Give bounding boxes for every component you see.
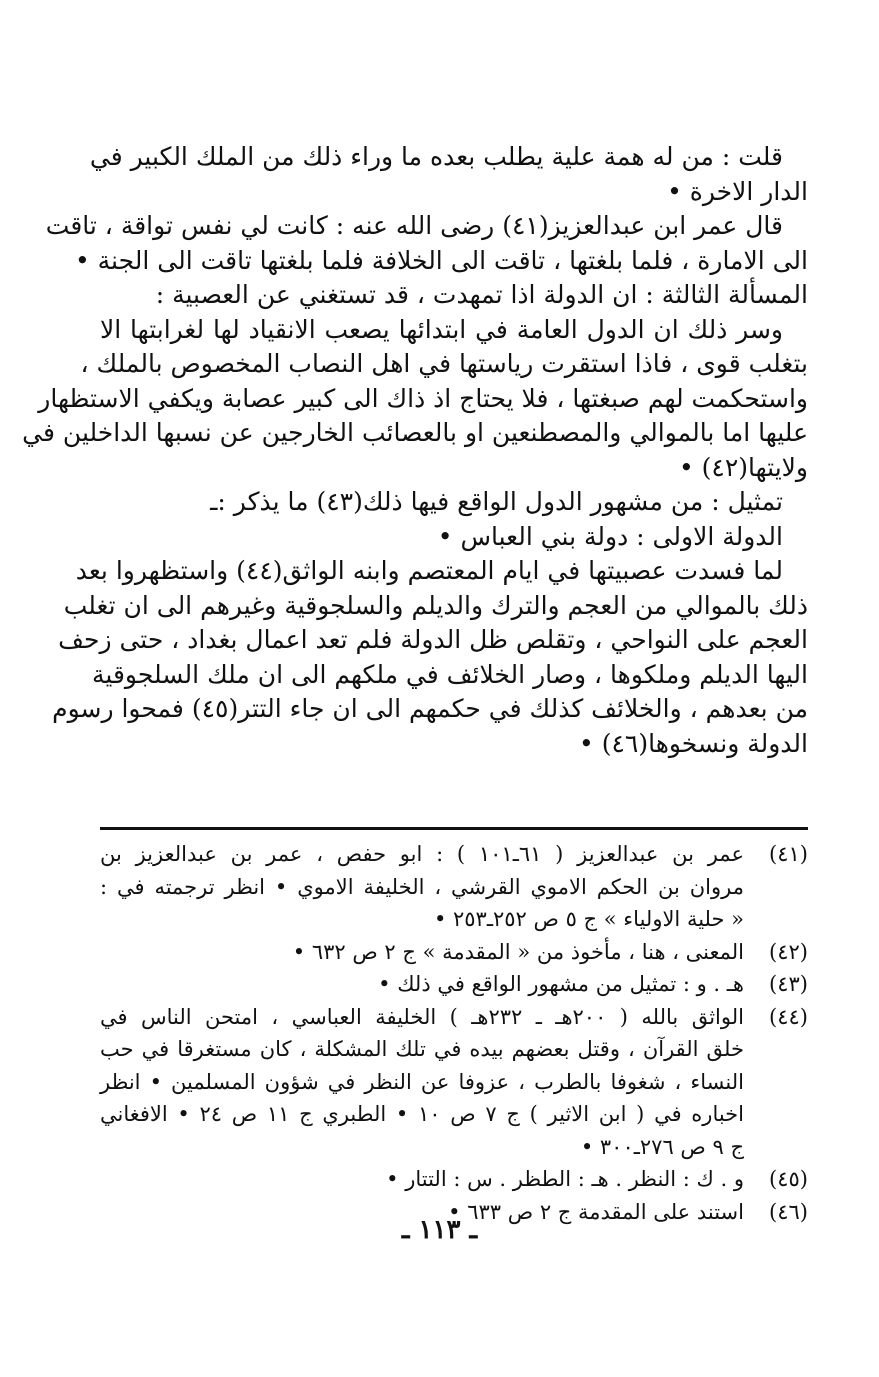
footnote-number: (٤٥) <box>769 1167 808 1191</box>
footnote-line: هـ . و : تمثيل من مشهور الواقع في ذلك • <box>378 972 744 996</box>
footnote-number: (٤٤) <box>769 1004 808 1029</box>
text-line: عليها اما بالموالي والمصطنعين او بالعصائب الخارجين عن نسبها الداخلين في <box>22 418 808 447</box>
footnote-number: (٤٣) <box>769 972 808 996</box>
footnote-text <box>100 936 744 969</box>
footnote-line: الواثق بالله ( ٢٠٠هـ ـ ٢٣٢هـ ) الخليفة العباسي ، امتحن الناس في <box>100 1004 744 1029</box>
text-line: الى الامارة ، فلما بلغتها ، تاقت الى الخلافة فلما بلغتها تاقت الى الجنة • <box>74 245 808 275</box>
main-text <box>22 140 808 761</box>
footnote-line: اخباره في ( ابن الاثير ) ج ٧ ص ١٠ • الطبري ج ١١ ص ٢٤ • الافغاني <box>100 1102 745 1126</box>
text-line: الدولة ونسخوها(٤٦) • <box>579 728 808 758</box>
footnote-line: ج ٩ ص ٢٧٦ـ٣٠٠ • <box>580 1134 744 1159</box>
footnote-line: « حلية الاولياء » ج ٥ ص ٢٥٢ـ٢٥٣ • <box>433 907 744 931</box>
text-line: واستحكمت لهم صبغتها ، فلا يحتاج اذ ذاك الى كبير عصابة ويكفي الاستظهار <box>38 383 808 413</box>
footnote-text <box>100 1001 744 1164</box>
footnote-text <box>100 838 744 936</box>
footnote-line: و . ك : النظر . هـ : الطظر . س : التتار • <box>386 1167 744 1191</box>
text-line: اليها الديلم وملكوها ، وصار الخلائف في ملكهم الى ان ملك السلجوقية <box>92 659 808 689</box>
text-line: من بعدهم ، والخلائف كذلك في حكمهم الى ان جاء التتر(٤٥) فمحوا رسوم <box>52 694 808 723</box>
footnote-text <box>100 968 744 1001</box>
footnotes-section <box>100 838 808 1228</box>
footnote-line: استند على المقدمة ج ٢ ص ٦٣٣ • <box>448 1199 744 1224</box>
text-line: ذلك بالموالي من العجم والترك والديلم والسلجوقية وغيرهم الى ان تغلب <box>63 590 808 620</box>
footnote-number: (٤١) <box>769 842 808 866</box>
text-line: تمثيل : من مشهور الدول الواقع فيها ذلك(٤٣) ما يذكر :ـ <box>210 487 783 516</box>
footnote-line: خلق القرآن ، وقتل بعضهم بيده في تلك المشكلة ، كان مستغرقا في حب <box>100 1037 744 1061</box>
text-line: قلت : من له همة علية يطلب بعده ما وراء ذلك من الملك الكبير في <box>89 142 783 171</box>
text-line: بتغلب قوى ، فاذا استقرت رياستها في اهل النصاب المخصوص بالملك ، <box>80 349 808 378</box>
footnote-text <box>100 1163 744 1196</box>
text-line: المسألة الثالثة : ان الدولة اذا تمهدت ، قد تستغني عن العصبية : <box>155 280 808 309</box>
footnote-line: النساء ، شغوفا بالطرب ، عزوفا عن النظر في شؤون المسلمين • انظر <box>100 1069 744 1094</box>
footnote <box>100 936 808 969</box>
footnote-line: عمر بن عبدالعزيز ( ٦١ـ١٠١ ) : ابو حفص ، عمر بن عبدالعزيز بن <box>100 842 744 866</box>
text-line: الدولة الاولى : دولة بني العباس • <box>437 521 783 551</box>
text-line: ولايتها(٤٢) • <box>678 452 808 482</box>
text-line: الدار الاخرة • <box>667 176 808 206</box>
text-line: قال عمر ابن عبدالعزيز(٤١) رضى الله عنه : كانت لي نفس تواقة ، تاقت <box>45 211 783 240</box>
footnote-number: (٤٦) <box>769 1199 808 1224</box>
text-line: العجم على النواحي ، وتقلص ظل الدولة فلم تعد اعمال بغداد ، حتى زحف <box>58 625 808 654</box>
footnote-number: (٤٢) <box>769 939 808 964</box>
footnote-line: المعنى ، هنا ، مأخوذ من « المقدمة » ج ٢ ص ٦٣٢ • <box>292 939 744 964</box>
footnote <box>100 968 808 1001</box>
page-number: ـ ١١٣ ـ <box>401 1215 478 1245</box>
text-line: وسر ذلك ان الدول العامة في ابتدائها يصعب الانقياد لها لغرابتها الا <box>100 314 783 344</box>
footnote-line: مروان بن الحكم الاموي القرشي ، الخليفة الاموي • انظر ترجمته في : <box>100 874 744 899</box>
text-line: لما فسدت عصبيتها في ايام المعتصم وابنه الواثق(٤٤) واستظهروا بعد <box>75 556 783 585</box>
footnote <box>100 1163 808 1196</box>
footnote <box>100 1001 808 1164</box>
footnote <box>100 838 808 936</box>
main-paragraphs <box>22 140 808 761</box>
footnote-divider <box>100 827 808 830</box>
